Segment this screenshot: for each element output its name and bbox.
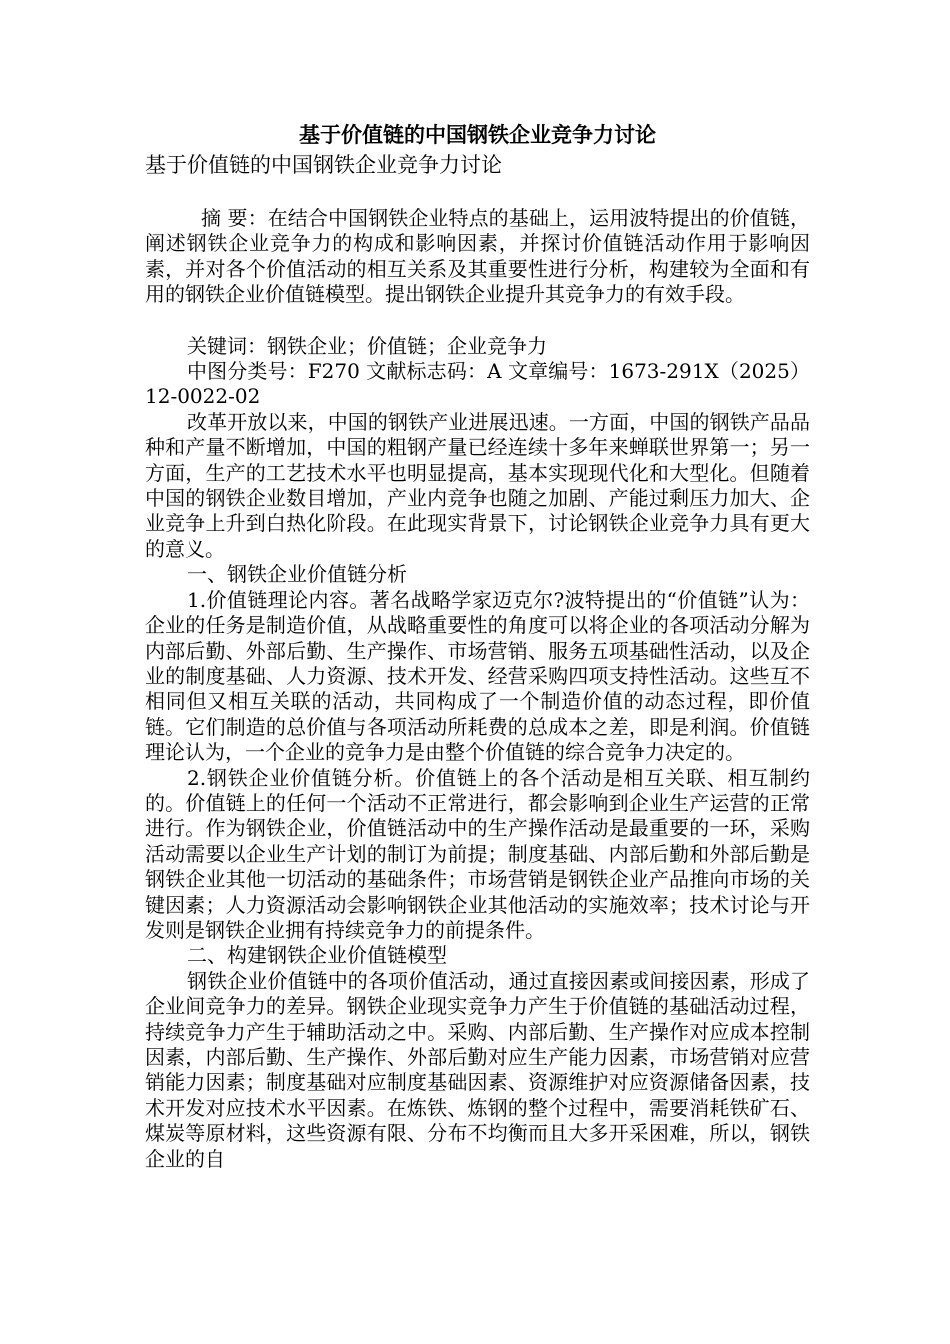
document-title: 基于价值链的中国钢铁企业竞争力讨论: [299, 122, 656, 147]
section-heading-1: 一、钢铁企业价值链分析: [187, 562, 407, 587]
document-subtitle: 基于价值链的中国钢铁企业竞争力讨论: [145, 153, 502, 177]
body-paragraph-model: 钢铁企业价值链中的各项价值活动，通过直接因素或间接因素，形成了企业间竞争力的差异。钢铁企业现实竞争力产生于价值链的基础活动过程，持续竞争力产生于辅助活动之中。采购、内部后勤、生产操作对应成本控制因素，内部后勤、生产操作、外部后勤对应生产能力因素，市场营销对应营销能力因素；制度基础对应制度基础因素、资源维护对应资源储备因素，技术开发对应技术水平因素。在炼铁、炼钢的整个过程中，需要消耗铁矿石、煤炭等原材料，这些资源有限、分布不均衡而且大多开采困难，所以，钢铁企业的自: [145, 968, 810, 1171]
body-paragraph-intro: 改革开放以来，中国的钢铁产业进展迅速。一方面，中国的钢铁产品品种和产量不断增加，中国的粗钢产量已经连续十多年来蝉联世界第一；另一方面，生产的工艺技术水平也明显提高，基本实现现代化和大型化。但随着中国的钢铁企业数目增加，产业内竞争也随之加剧、产能过剩压力加大、企业竞争上升到白热化阶段。在此现实背景下，讨论钢铁企业竞争力具有更大的意义。: [145, 409, 810, 561]
document-page: [145, 120, 810, 1172]
classification-line: 中图分类号：F270 文献标志码：A 文章编号：1673-291X（2025）12-0022-02: [145, 359, 810, 409]
body-paragraph-value-chain-theory: 1.价值链理论内容。著名战略学家迈克尔?波特提出的“价值链”认为：企业的任务是制造价值，从战略重要性的角度可以将企业的各项活动分解为内部后勤、外部后勤、生产操作、市场营销、服务五项基础性活动，以及企业的制度基础、人力资源、技术开发、经营采购四项支持性活动。这些互不相同但又相互关联的活动，共同构成了一个制造价值的动态过程，即价值链。它们制造的总价值与各项活动所耗费的总成本之差，即是利润。价值链理论认为，一个企业的竞争力是由整个价值链的综合竞争力决定的。: [145, 587, 810, 765]
keywords-line: 关键词：钢铁企业；价值链；企业竞争力: [187, 333, 547, 358]
abstract-paragraph: 摘 要：在结合中国钢铁企业特点的基础上，运用波特提出的价值链，阐述钢铁企业竞争力的构成和影响因素，并探讨价值链活动作用于影响因素，并对各个价值活动的相互关系及其重要性进行分析，构建较为全面和有用的钢铁企业价值链模型。提出钢铁企业提升其竞争力的有效手段。: [145, 206, 810, 307]
section-heading-2: 二、构建钢铁企业价值链模型: [187, 943, 447, 968]
body-paragraph-value-chain-analysis: 2.钢铁企业价值链分析。价值链上的各个活动是相互关联、相互制约的。价值链上的任何一个活动不正常进行，都会影响到企业生产运营的正常进行。作为钢铁企业，价值链活动中的生产操作活动是最重要的一环，采购活动需要以企业生产计划的制订为前提；制度基础、内部后勤和外部后勤是钢铁企业其他一切活动的基础条件；市场营销是钢铁企业产品推向市场的关键因素；人力资源活动会影响钢铁企业其他活动的实施效率；技术讨论与开发则是钢铁企业拥有持续竞争力的前提条件。: [145, 765, 810, 942]
